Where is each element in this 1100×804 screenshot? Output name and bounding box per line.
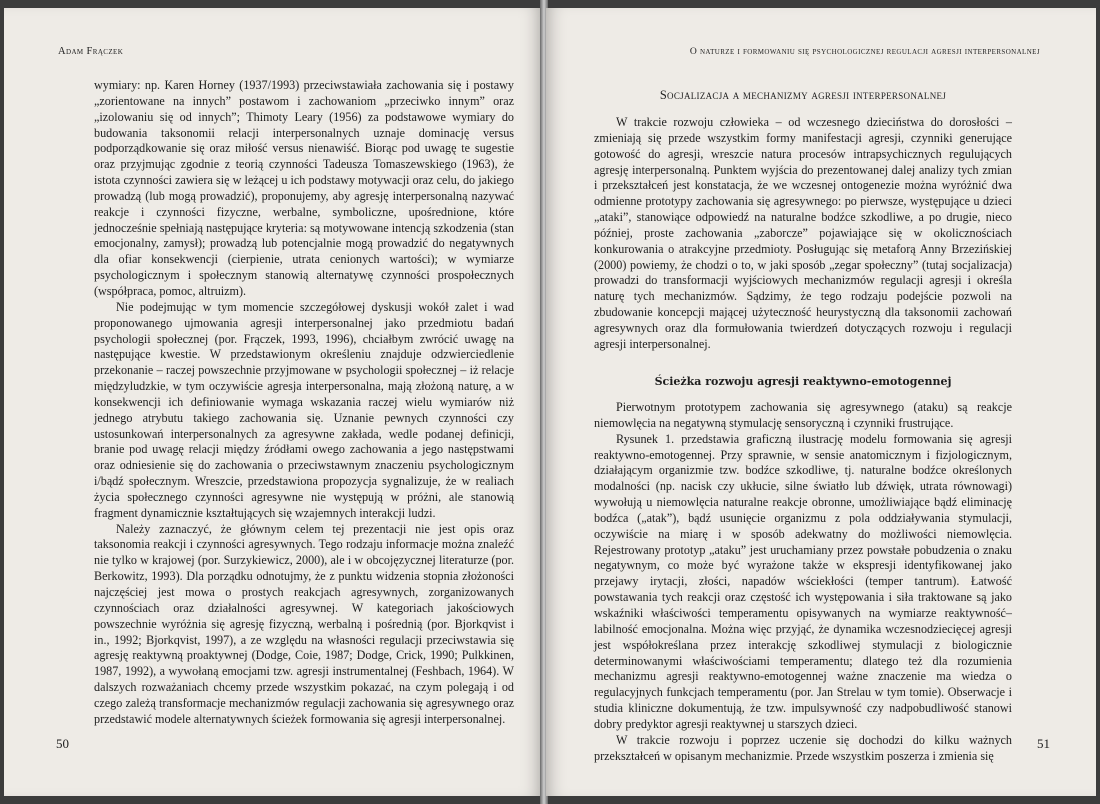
page-number: 51: [1037, 736, 1050, 751]
body-text: [94, 78, 514, 728]
subsection-title: Ścieżka rozwoju agresji reaktywno-emotogennej: [654, 375, 952, 388]
paragraph: Pierwotnym prototypem zachowania się agresywnego (ataku) są reakcje niemowlęcia na negatywną stymulację sensoryczną i czynniki frustrujące.: [594, 400, 1012, 430]
body-text: [594, 400, 1012, 764]
paragraph: Nie podejmując w tym momencie szczegółowej dyskusji wokół zalet i wad proponowanego ujmowania agresji interpersonalnej jako przedmiotu badań psychologii społecznej (por. Frączek, 1993, 1996), chciałbym zwrócić uwagę na następujące kwestie. W przedstawionym określeniu znajduje odzwierciedlenie przekonanie – raczej powszechnie przyjmowane w psychologii społecznej – iż relacje międzyludzkie, w tym oczywiście agresja interpersonalna, mają złożoną naturę, a w konsekwencji ich definiowanie wymaga wskazania raczej wielu wymiarów niż jednego atrybutu takiego zachowania się. Uznanie pewnych czynności czy ustosunkowań interpersonalnych za agresywne zakłada, wedle podanej definicji, branie pod uwagę relacji między źródłami owego zachowania a jego następstwami oraz odniesienie się do zachowania o przeciwstawnym znaczeniu psychologicznym i/bądź społecznym. Wreszcie, przedstawiona propozycja sygnalizuje, że w realiach życia społecznego czynności agresywne nie występują w próżni, ale stanowią fragment dynamicznie kształtujących się wzajemnych interakcji ludzi.: [94, 299, 514, 520]
paragraph: Rysunek 1. przedstawia graficzną ilustrację modelu formowania się agresji reaktywno-emotogennej. Przy sprawnie, w sensie anatomicznym i fizjologicznym, działającym organizmie tzw. bodźce szkodliwe, tj. naturalne bodźce określonych modalności (np. nacisk czy ukłucie, silne światło lub dźwięk, utrata równowagi) wywołują u niemowlęcia naturalne reakcje obronne, umożliwiające bądź eliminację bodźca („atak”), bądź usunięcie organizmu z pola oddziaływania stymulacji, oczywiście na miarę i w sposób adekwatny do możliwości niemowlęcia. Rejestrowany prototyp „ataku” jest uruchamiany przez powstałe pobudzenia o znaku negatywnym, co może być wyrażone także w ekspresji identyfikowanej jako przejawy irytacji, złości, napadów wściekłości (temper tantrum). Łatwość powstawania tych reakcji oraz częstość ich występowania i siła traktowane są jako wskaźniki właściwości temperamentu opisywanych na wymiarze reaktywność–labilność emocjonalna. Można więc przyjąć, że dynamika wczesnodziecięcej agresji jest współokreślana przez interakcję szkodliwej stymulacji z biologicznie determinowanymi właściwościami temperamentu; dlatego też dla rozumienia mechanizmu agresji reaktywno-emotogennej ważne znaczenie ma wiedza o regulacyjnych funkcjach temperamentu (por. Jan Strelau w tym tomie). Obserwacje i studia kliniczne dokumentują, że tzw. impulsywność czy nadpobudliwość stanowi dobry predyktor agresji reaktywnej u starszych dzieci.: [594, 431, 1012, 731]
running-head: Adam Frączek: [58, 46, 124, 57]
paragraph: Należy zaznaczyć, że głównym celem tej prezentacji nie jest opis oraz taksonomia reakcji i czynności agresywnych. Tego rodzaju informacje można znaleźć nie tylko w krajowej (por. Surzykiewicz, 2000), ale i w obcojęzycznej literaturze (por. Berkowitz, 1993). Dla porządku odnotujmy, że z punktu widzenia stopnia złożoności najczęściej jest mowa o prostych reakcjach agresywnych, zorganizowanych czynnościach oraz działalności agresywnej. W kategoriach jakościowych powszechnie wyróżnia się agresję fizyczną, werbalną i pośrednią (por. Bjorkqvist i in., 1992; Bjorkqvist, 1997), a ze względu na własności regulacji przeciwstawia się agresję reaktywną proaktywnej (Dodge, Coie, 1987; Dodge, Crick, 1990; Pulkkinen, 1987, 1992), a wywołaną emocjami tzw. agresji instrumentalnej (Feshbach, 1964). W dalszych rozważaniach chcemy przede wszystkim pokazać, na czym polegają i od czego zależą transformacje mechanizmów regulacji zachowania się agresywnego oraz przedstawić modele alternatywnych ścieżek formowania się agresji interpersonalnej.: [94, 521, 514, 726]
body-text: [594, 115, 1012, 353]
page-number: 50: [56, 736, 69, 751]
right-page: [546, 8, 1096, 796]
left-page: [4, 8, 542, 796]
section-title: Socjalizacja a mechanizmy agresji interpersonalnej: [659, 88, 947, 102]
paragraph: wymiary: np. Karen Horney (1937/1993) przeciwstawiała zachowania się i postawy „zorientowane na innych” postawom i zachowaniom „przeciwko innym” oraz „izolowaniu się od innych”; Thimoty Leary (1956) za podstawowe wymiary do budowania taksonomii relacji interpersonalnych uznaje dominację versus podporządkowanie się oraz miłość versus nienawiść. Biorąc pod uwagę te sugestie oraz przyjmując zgodnie z teorią czynności Tadeusza Tomaszewskiego (1963), że istota czynności zawiera się w leżącej u ich podstawy motywacji oraz celu, do jakiego prowadzą (lub mogą prowadzić), proponujemy, aby agresję interpersonalną nazywać reakcje i czynności fizyczne, werbalne, symboliczne, upośrednione, które jednocześnie spełniają następujące kryteria: są motywowane intencją szkodzenia (stan emocjonalny, zamysł); prowadzą lub potencjalnie mogą prowadzić do negatywnych dla ofiar konsekwencji (cierpienie, utrata cenionych wartości); w wymiarze psychologicznym i społecznym stanowią alternatywę czynności prospołecznych (współpraca, pomoc, altruizm).: [94, 78, 514, 298]
paragraph: W trakcie rozwoju człowieka – od wczesnego dzieciństwa do dorosłości – zmieniają się przede wszystkim formy manifestacji agresji, czynniki generujące gotowość do agresji, wreszcie natura procesów intrapsychicznych regulujących agresję interpersonalną. Punktem wyjścia do prezentowanej dalej analizy tych zmian i przekształceń jest konstatacja, że we wczesnej ontogenezie można wyróżnić dwa odmienne prototypy zachowania się agresywnego: po pierwsze, występujące u dzieci „ataki”, stanowiące odpowiedź na naturalne bodźce szkodliwe, a po drugie, nieco później, proste zachowania „zaborcze” pojawiające się w okolicznościach konkurowania o atrakcyjne przedmioty. Posługując się metaforą Anny Brzezińskiej (2000) powiemy, że chodzi o to, w jaki sposób „zegar społeczny” (tutaj socjalizacja) prowadzi do transformacji wyjściowych mechanizmów regulacji agresji i określa naturę tych mechanizmów. Sądzimy, że tego rodzaju podejście pozwoli na zbudowanie koncepcji mającej użyteczność heurystyczną dla taksonomii zachowań agresywnych oraz dla formułowania twierdzeń dotyczących rozwoju i regulacji agresji interpersonalnej.: [594, 115, 1012, 351]
running-head: O naturze i formowaniu się psychologicznej regulacji agresji interpersonalnej: [689, 46, 1040, 57]
paragraph: W trakcie rozwoju i poprzez uczenie się dochodzi do kilku ważnych przekształceń w opisanym mechanizmie. Przede wszystkim poszerza i zmienia się: [594, 732, 1012, 763]
